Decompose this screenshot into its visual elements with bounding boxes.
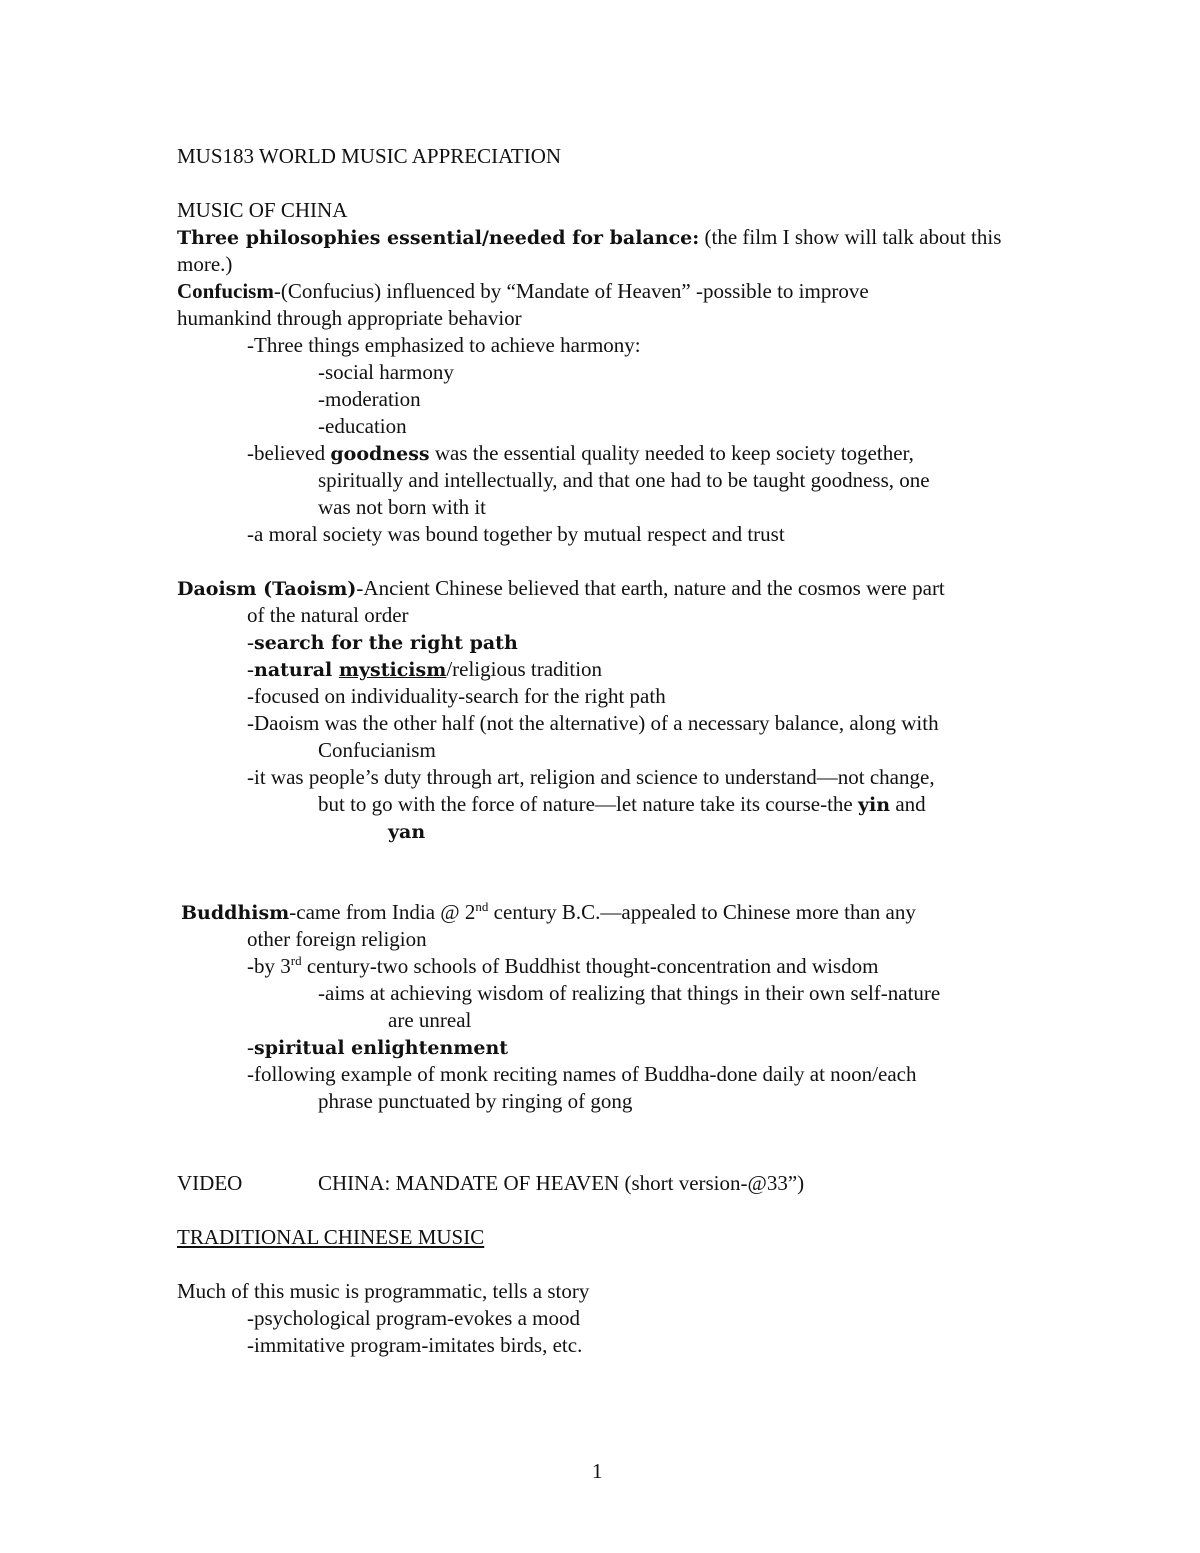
confucism-line: [177, 278, 869, 305]
confucism-line-2: humankind through appropriate behavior: [177, 306, 522, 330]
confucism-subpoint: -moderation: [318, 387, 421, 411]
buddhism-subpoint-cont: are unreal: [388, 1008, 472, 1032]
confucism-goodness-cont: spiritually and intellectually, and that one had to be taught goodness, one: [318, 468, 930, 492]
traditional-point: -immitative program-imitates birds, etc.: [247, 1333, 583, 1357]
video-note: (short version-@33”): [619, 1171, 805, 1195]
confucism-point: -a moral society was bound together by mutual respect and trust: [247, 522, 785, 546]
buddhism-line: Buddhism-came from India @ 2nd century B.C.—appealed to Chinese more than any: [181, 899, 916, 924]
intro-line: [177, 224, 1001, 252]
buddhism-line-2: other foreign religion: [247, 927, 427, 951]
daoism-point: -focused on individuality-search for the right path: [247, 684, 666, 708]
video-title-line: [318, 1170, 804, 1197]
confucism-text: -(Confucius) influenced by “Mandate of Heaven” -possible to improve: [273, 279, 869, 303]
daoism-point-cont: Confucianism: [318, 738, 436, 762]
video-title: CHINA: MANDATE OF HEAVEN: [318, 1171, 620, 1195]
confucism-subpoint: -social harmony: [318, 360, 454, 384]
buddhism-point: -spiritual enlightenment: [247, 1035, 509, 1059]
intro-line-2: more.): [177, 252, 233, 276]
daoism-line: [177, 575, 945, 603]
daoism-point: -Daoism was the other half (not the alternative) of a necessary balance, along with: [247, 711, 939, 735]
mysticism-term: mysticism: [338, 659, 447, 681]
yin-term: yin: [857, 794, 891, 816]
daoism-point: -search for the right path: [247, 630, 518, 654]
intro-text: (the film I show will talk about this: [704, 225, 1002, 249]
buddhism-heading: Buddhism: [181, 902, 290, 924]
confucism-heading: Confucism: [177, 279, 274, 303]
traditional-point: -psychological program-evokes a mood: [247, 1306, 580, 1330]
daoism-heading: Daoism (Taoism): [177, 578, 357, 600]
daoism-line-2: of the natural order: [247, 603, 409, 627]
section-title: MUSIC OF CHINA: [177, 198, 348, 222]
buddhism-point: -following example of monk reciting names of Buddha-done daily at noon/each: [247, 1062, 917, 1086]
daoism-point-cont: but to go with the force of nature—let nature take its course-the yin and: [318, 792, 926, 816]
enlightenment-term: spiritual enlightenment: [254, 1037, 509, 1059]
intro-heading: Three philosophies essential/needed for balance:: [177, 227, 700, 249]
buddhism-point-cont: phrase punctuated by ringing of gong: [318, 1089, 633, 1113]
page-number: 1: [592, 1459, 603, 1483]
daoism-text: -Ancient Chinese believed that earth, nature and the cosmos were part: [356, 576, 945, 600]
course-title: MUS183 WORLD MUSIC APPRECIATION: [177, 144, 562, 168]
yan-term: yan: [388, 821, 426, 843]
buddhism-subpoint: -aims at achieving wisdom of realizing that things in their own self-nature: [318, 981, 941, 1005]
confucism-goodness-cont: was not born with it: [318, 495, 486, 519]
confucism-subpoint: -education: [318, 414, 407, 438]
daoism-point: -natural mysticism/religious tradition: [247, 657, 603, 681]
confucism-goodness-line: -believed goodness was the essential quality needed to keep society together,: [247, 441, 914, 465]
traditional-text: Much of this music is programmatic, tells a story: [177, 1279, 590, 1303]
daoism-point: -it was people’s duty through art, religion and science to understand—not change,: [247, 765, 935, 789]
buddhism-point: -by 3rd century-two schools of Buddhist thought-concentration and wisdom: [247, 953, 879, 978]
traditional-heading: TRADITIONAL CHINESE MUSIC: [177, 1225, 485, 1249]
video-label: VIDEO: [177, 1171, 243, 1195]
goodness-term: goodness: [330, 443, 430, 465]
confucism-point: -Three things emphasized to achieve harmony:: [247, 333, 641, 357]
